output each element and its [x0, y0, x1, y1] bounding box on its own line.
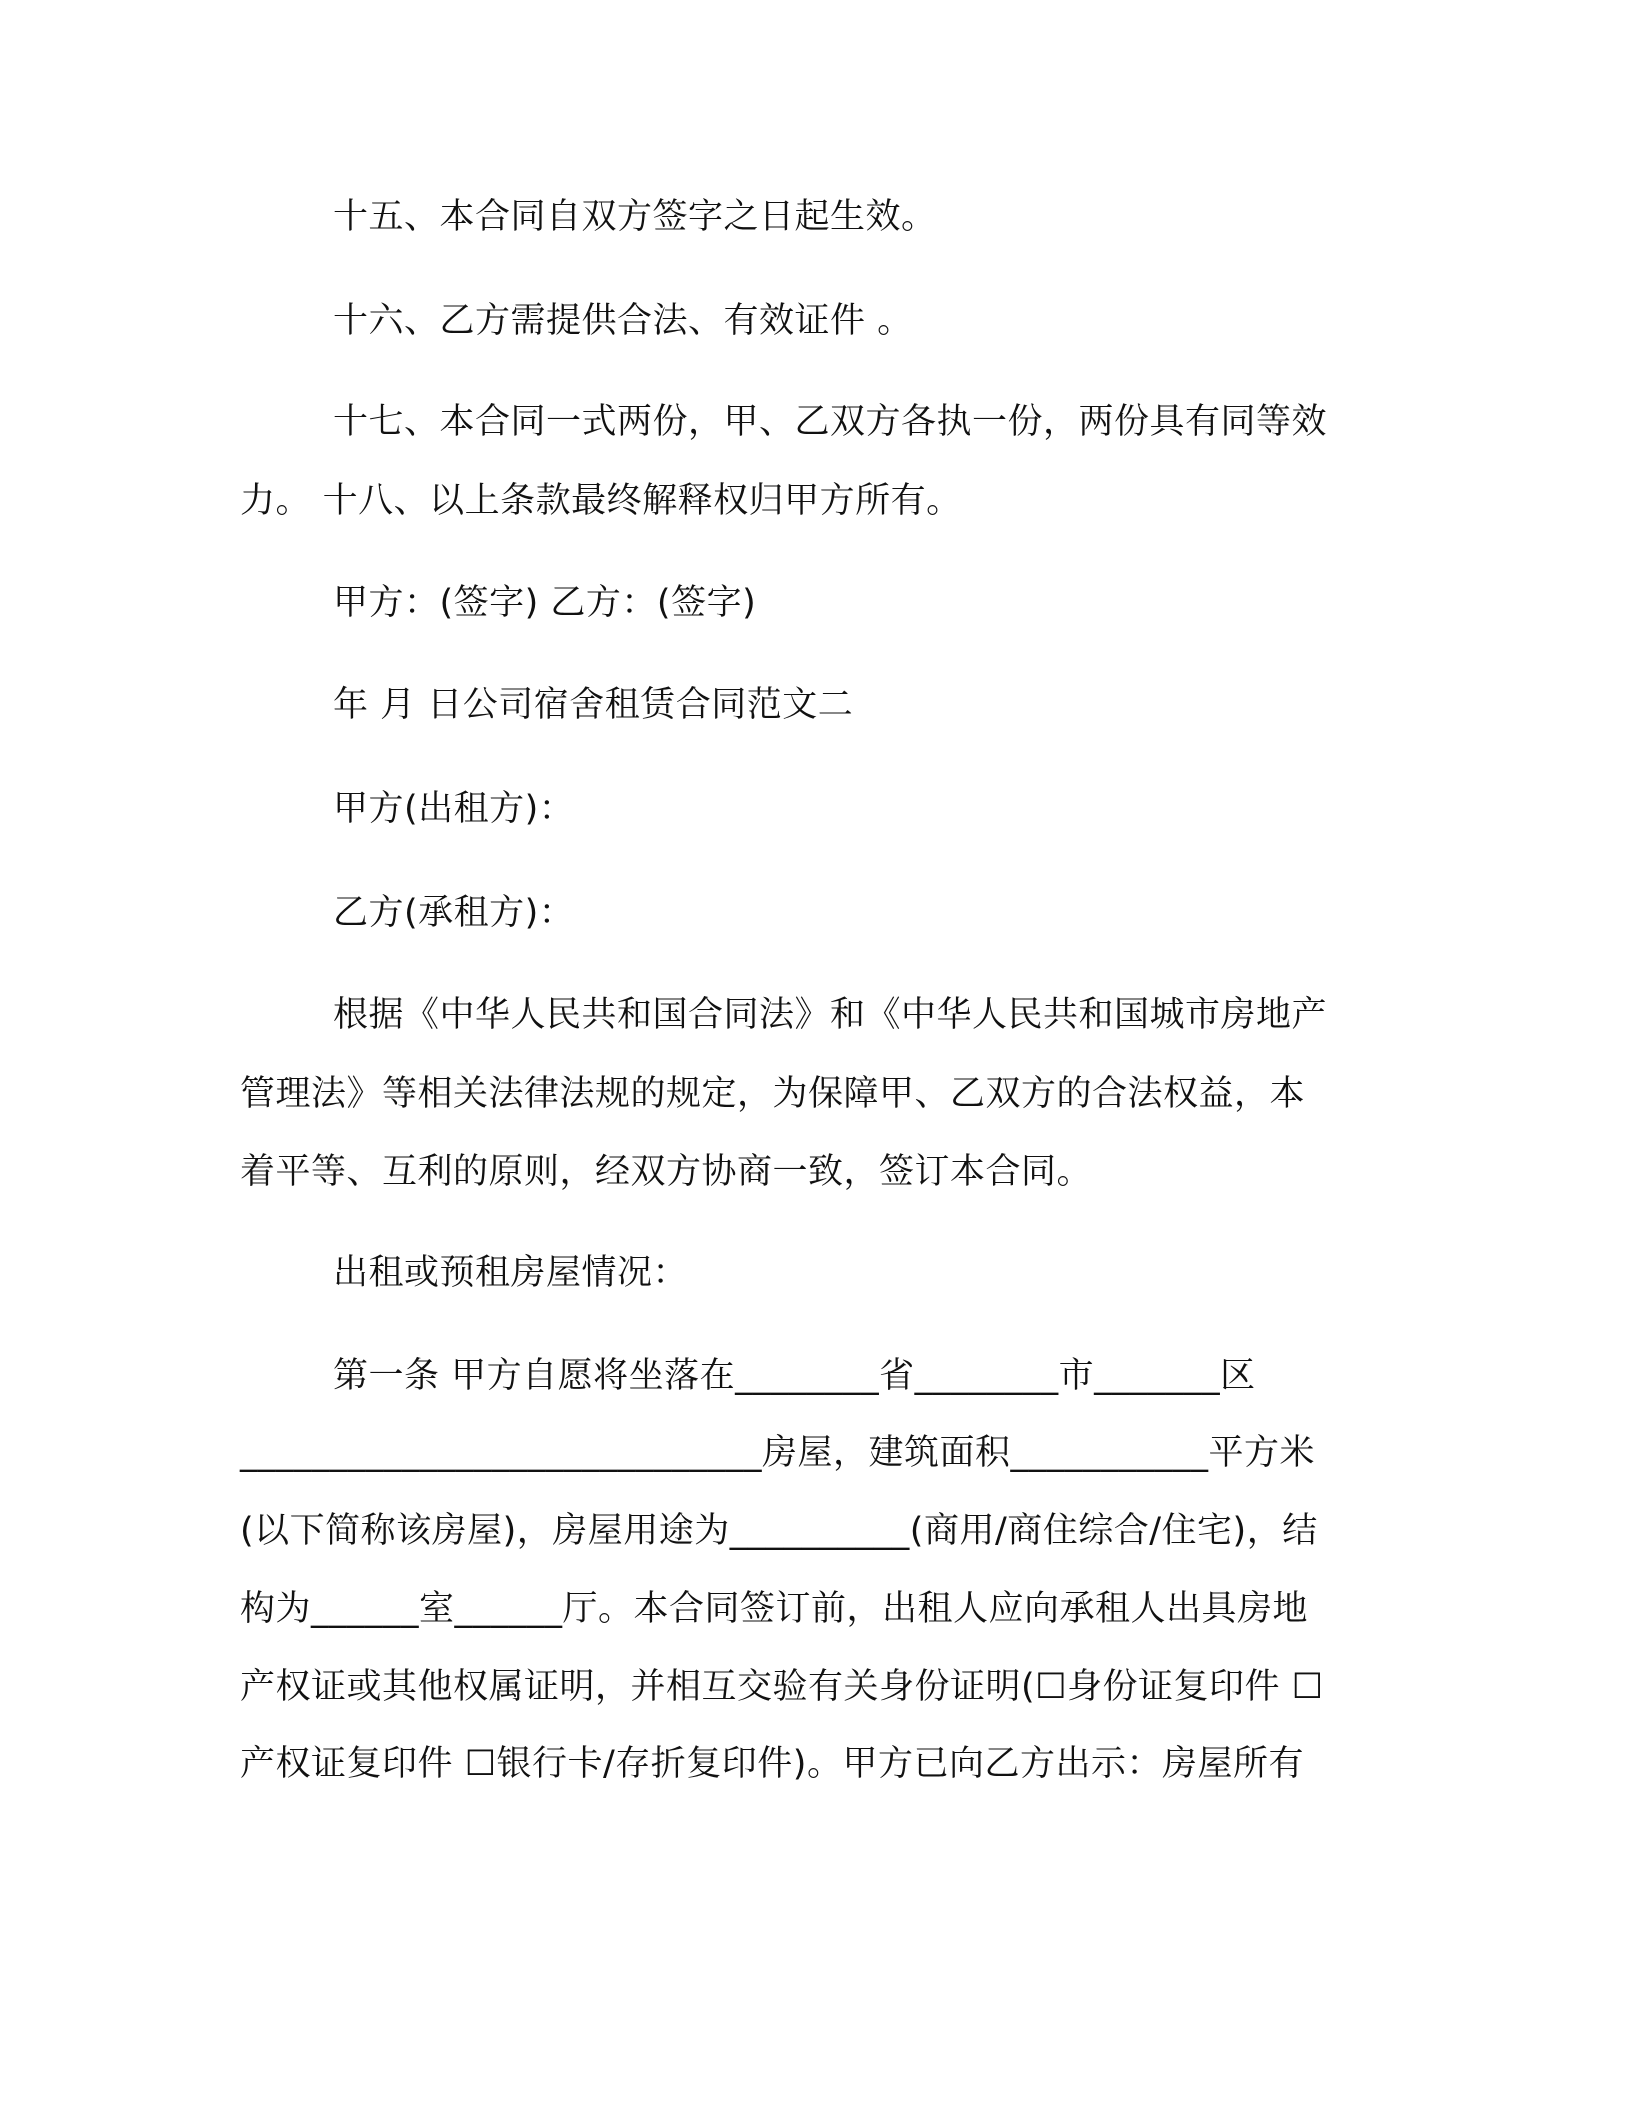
article-1-line-6: 产权证复印件 ☐银行卡/存折复印件)。甲方已向乙方出示：房屋所有	[240, 1744, 1304, 1784]
preamble-line-2: 管理法》等相关法律法规的规定，为保障甲、乙双方的合法权益，本	[240, 1074, 1306, 1114]
clause-15: 十五、本合同自双方签字之日起生效。	[333, 197, 937, 237]
article-1-line-4: 构为______室______厅。本合同签订前，出租人应向承租人出具房地	[240, 1589, 1309, 1629]
party-b-line: 乙方(承租方)：	[333, 893, 575, 933]
clause-17-line-1: 十七、本合同一式两份，甲、乙双方各执一份，两份具有同等效	[333, 402, 1328, 442]
article-1-line-2: _____________________________房屋，建筑面积___________平方米	[240, 1433, 1316, 1473]
preamble-line-3: 着平等、互利的原则，经双方协商一致，签订本合同。	[240, 1152, 1093, 1192]
party-a-line: 甲方(出租方)：	[333, 789, 575, 829]
article-1-line-1: 第一条 甲方自愿将坐落在________省________市_______区	[333, 1356, 1256, 1396]
preamble-line-1: 根据《中华人民共和国合同法》和《中华人民共和国城市房地产	[333, 995, 1328, 1035]
article-1-line-5: 产权证或其他权属证明，并相互交验有关身份证明(☐身份证复印件 ☐	[240, 1667, 1324, 1707]
clause-16: 十六、乙方需提供合法、有效证件 。	[333, 301, 913, 341]
clause-17-18-line-2: 力。 十八、以上条款最终解释权归甲方所有。	[240, 481, 962, 521]
section-heading: 出租或预租房屋情况：	[333, 1253, 689, 1293]
article-1-line-3: (以下简称该房屋)，房屋用途为__________(商用/商住综合/住宅)，结	[240, 1511, 1318, 1551]
date-and-title-line: 年 月 日公司宿舍租赁合同范文二	[333, 685, 854, 725]
signature-line: 甲方：(签字) 乙方：(签字)	[333, 583, 757, 623]
